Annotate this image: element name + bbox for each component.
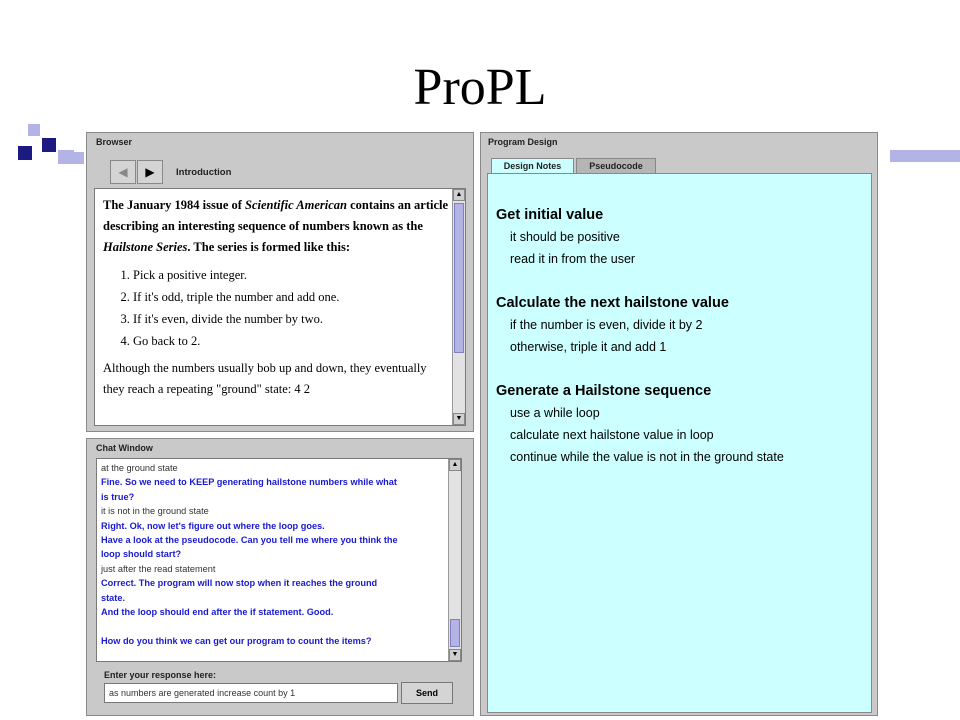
send-button[interactable]: Send (401, 682, 453, 704)
chat-message (101, 619, 447, 633)
tab-design-notes[interactable]: Design Notes (491, 158, 574, 174)
list-item: 3. If it's even, divide the number by two. (133, 308, 449, 330)
chat-message: state. (101, 592, 126, 603)
chat-message: at the ground state (101, 463, 178, 473)
design-section (496, 292, 784, 358)
chat-message: Correct. The program will now stop when it reaches the ground (101, 578, 378, 589)
response-label: Enter your response here: (104, 670, 217, 680)
scroll-up-icon[interactable]: ▲ (453, 189, 465, 201)
browser-panel-label: Browser (96, 137, 133, 147)
scroll-up-icon[interactable]: ▲ (449, 459, 461, 471)
list-item: 1. Pick a positive integer. (133, 264, 449, 286)
chat-message: How do you think we can get our program to count the items? (101, 635, 372, 646)
design-section (496, 204, 784, 270)
chat-message: just after the read statement (101, 563, 216, 574)
chat-scrollbar[interactable] (448, 459, 461, 661)
browser-scrollbar[interactable] (452, 189, 465, 425)
list-item: 4. Go back to 2. (133, 330, 449, 352)
design-item: if the number is even, divide it by 2 (510, 318, 703, 332)
list-item: 2. If it's odd, triple the number and add one. (133, 286, 449, 308)
tab-pseudocode[interactable]: Pseudocode (576, 158, 656, 174)
browser-text (103, 195, 449, 400)
design-item: it should be positive (510, 230, 620, 244)
scroll-down-icon[interactable]: ▼ (449, 649, 461, 661)
scroll-down-icon[interactable]: ▼ (453, 413, 465, 425)
design-notes (496, 204, 784, 490)
design-panel-label: Program Design (488, 137, 558, 147)
design-section (496, 380, 784, 468)
browser-section-title: Introduction (176, 167, 232, 178)
chat-message: Fine. So we need to KEEP generating hailstone numbers while what (101, 477, 397, 488)
forward-arrow-icon: ▶ (145, 165, 155, 179)
slide-title: ProPL (413, 59, 547, 116)
chat-messages (101, 461, 447, 648)
chat-panel-label: Chat Window (96, 443, 153, 453)
outro-paragraph: Although the numbers usually bob up and down, they eventually they reach a repeating "ground" state: 4 2 (103, 361, 427, 396)
intro-paragraph: The January 1984 issue of Scientific American contains an article describing an interesting sequence of numbers known as the Hailstone Series. The series is formed like this: (103, 198, 449, 254)
design-notes-area (487, 173, 872, 713)
design-item: calculate next hailstone value in loop (510, 428, 714, 442)
design-heading: Calculate the next hailstone value (496, 295, 729, 311)
design-item: otherwise, triple it and add 1 (510, 340, 667, 354)
chat-message: Have a look at the pseudocode. Can you tell me where you think the (101, 535, 398, 546)
steps-list (103, 264, 449, 352)
chat-message: Right. Ok, now let's figure out where the loop goes. (101, 520, 325, 531)
scroll-thumb[interactable] (454, 203, 464, 353)
chat-message: it is not in the ground state (101, 506, 209, 517)
design-item: use a while loop (510, 406, 600, 420)
chat-log (96, 458, 462, 662)
chat-message: And the loop should end after the if statement. Good. (101, 607, 334, 618)
chat-message: is true? (101, 491, 135, 502)
chat-message: loop should start? (101, 549, 182, 560)
scroll-thumb[interactable] (450, 619, 460, 647)
design-heading: Get initial value (496, 207, 604, 223)
forward-button[interactable] (137, 160, 163, 184)
back-arrow-icon: ◀ (118, 165, 128, 179)
design-heading: Generate a Hailstone sequence (496, 383, 712, 399)
design-item: continue while the value is not in the ground state (510, 450, 784, 464)
design-item: read it in from the user (510, 252, 636, 266)
browser-content (94, 188, 466, 426)
response-input[interactable]: as numbers are generated increase count by 1 (104, 683, 398, 703)
back-button[interactable] (110, 160, 136, 184)
